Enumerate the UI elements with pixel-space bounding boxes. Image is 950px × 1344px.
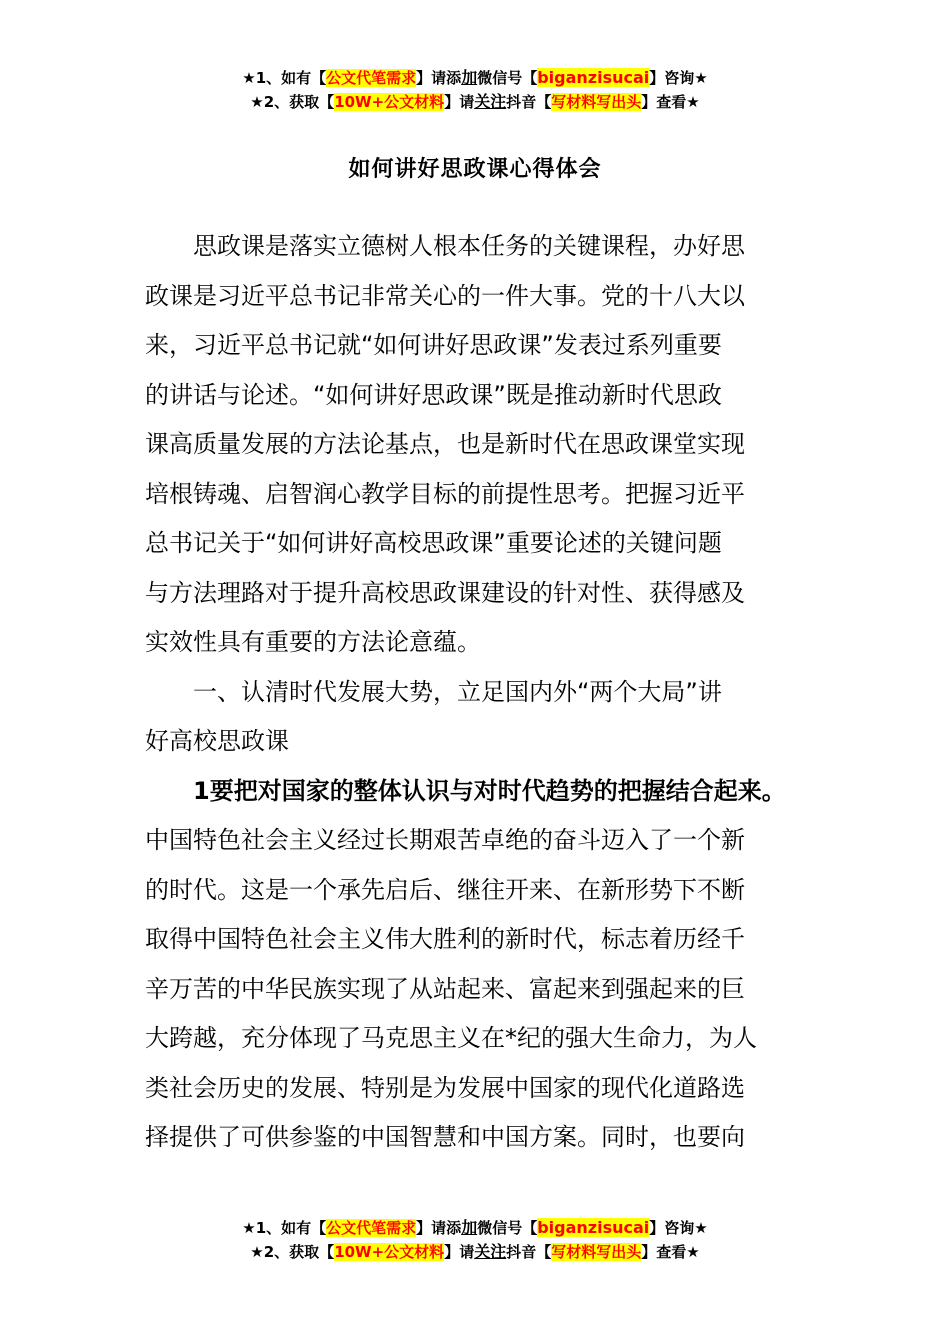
footer-banner bbox=[0, 1216, 950, 1264]
body-line: 政课是习近平总书记非常关心的一件大事。党的十八大以 bbox=[145, 281, 745, 310]
document-title: 如何讲好思政课心得体会 bbox=[348, 157, 602, 182]
body-line: 实效性具有重要的方法论意蕴。 bbox=[145, 628, 481, 656]
body-line: 总书记关于“如何讲好高校思政课”重要论述的关键问题 bbox=[145, 529, 722, 557]
body-line: 大跨越，充分体现了马克思主义在*纪的强大生命力，为人 bbox=[145, 1024, 757, 1052]
body-line: 思政课是落实立德树人根本任务的关键课程，办好思 bbox=[145, 232, 745, 260]
highlight-wechat-id: biganzisucai bbox=[537, 1218, 650, 1237]
body-line: 类社会历史的发展、特别是为发展中国家的现代化道路选 bbox=[145, 1073, 745, 1102]
document-body bbox=[145, 222, 805, 1163]
banner-line-2: ★2、获取【10W+公文材料】请关注抖音【写材料写出头】查看★ bbox=[250, 1242, 700, 1261]
body-line: 与方法理路对于提升高校思政课建设的针对性、获得感及 bbox=[145, 578, 745, 607]
highlight-materials: 10W+公文材料 bbox=[334, 93, 445, 111]
highlight-wechat-id: biganzisucai bbox=[537, 68, 650, 87]
header-banner bbox=[0, 66, 950, 114]
section-heading: 好高校思政课 bbox=[145, 727, 289, 755]
section-heading: 一、认清时代发展大势，立足国内外“两个大局”讲 bbox=[145, 677, 722, 706]
body-line: 的讲话与论述。“如何讲好思政课”既是推动新时代思政 bbox=[145, 380, 722, 409]
highlight-service: 公文代笔需求 bbox=[326, 1219, 417, 1237]
highlight-materials: 10W+公文材料 bbox=[334, 1243, 445, 1261]
highlight-douyin: 写材料写出头 bbox=[551, 1243, 642, 1261]
body-line: 择提供了可供参鉴的中国智慧和中国方案。同时，也要向 bbox=[145, 1123, 745, 1151]
highlight-service: 公文代笔需求 bbox=[326, 69, 417, 87]
body-line: 课高质量发展的方法论基点，也是新时代在思政课堂实现 bbox=[145, 430, 745, 458]
banner-line-1: ★1、如有【公文代笔需求】请添加微信号【biganzisucai】咨询★ bbox=[242, 1218, 708, 1237]
highlight-douyin: 写材料写出头 bbox=[551, 93, 642, 111]
body-line: 辛万苦的中华民族实现了从站起来、富起来到强起来的巨 bbox=[145, 974, 745, 1003]
body-line: 培根铸魂、启智润心教学目标的前提性思考。把握习近平 bbox=[145, 479, 745, 508]
body-line: 取得中国特色社会主义伟大胜利的新时代，标志着历经千 bbox=[145, 925, 745, 953]
banner-line-2: ★2、获取【10W+公文材料】请关注抖音【写材料写出头】查看★ bbox=[250, 92, 700, 111]
subsection-heading: 1要把对国家的整体认识与对时代趋势的把握结合起来。 bbox=[145, 776, 786, 805]
body-line: 来，习近平总书记就“如何讲好思政课”发表过系列重要 bbox=[145, 331, 722, 359]
body-line: 中国特色社会主义经过长期艰苦卓绝的奋斗迈入了一个新 bbox=[145, 826, 745, 854]
body-line: 的时代。这是一个承先启后、继往开来、在新形势下不断 bbox=[145, 875, 745, 904]
banner-line-1: ★1、如有【公文代笔需求】请添加微信号【biganzisucai】咨询★ bbox=[242, 68, 708, 87]
